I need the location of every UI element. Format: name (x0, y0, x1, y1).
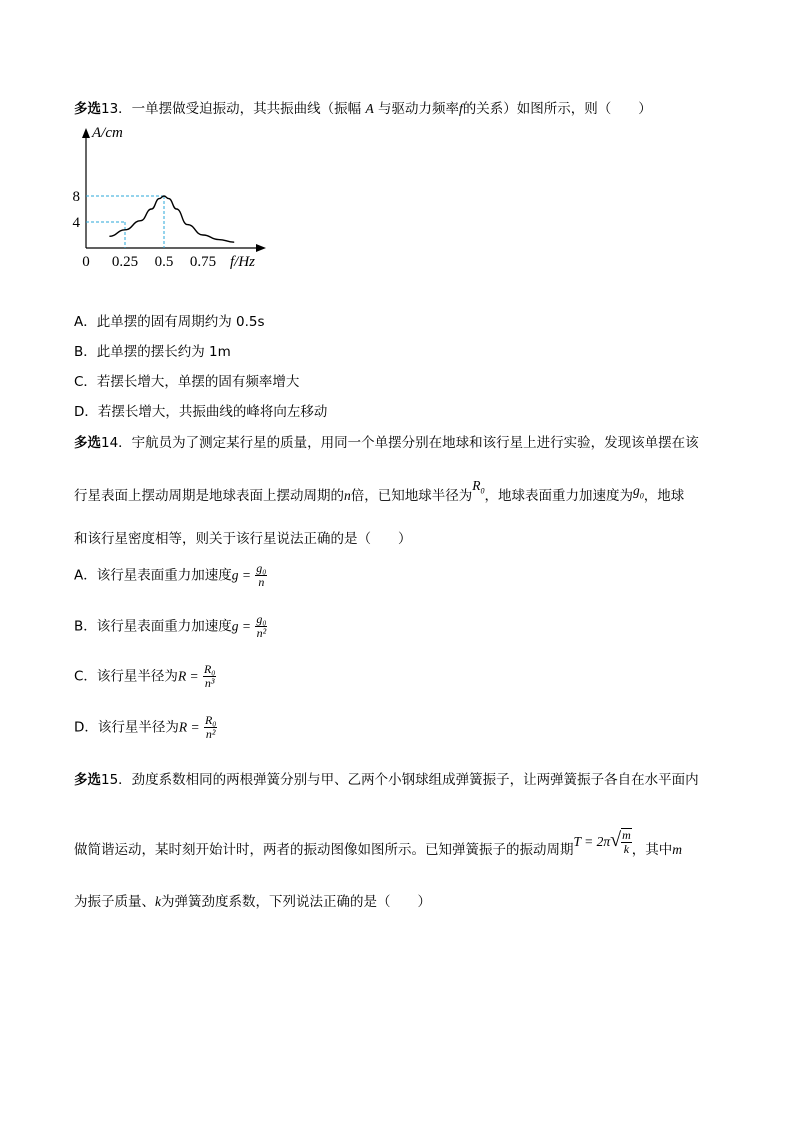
fraction: $\frac{\text{R₀}}{\text{n²}}$ (204, 713, 217, 741)
x-axis-label: f/Hz (230, 254, 256, 270)
x-tick-label: 0.25 (111, 254, 139, 270)
q15-var-m: m (672, 842, 683, 857)
q14-tag: 多选 (74, 435, 101, 451)
y-axis-label: A/cm (92, 125, 123, 141)
q13-tag: 多选 (74, 101, 101, 117)
q13-text-end: 的关系）如图所示，则（ ） (462, 101, 652, 117)
fraction: $\frac{\text{g₀}}{n}$ (256, 561, 267, 589)
x-tick-label: 0.5 (154, 254, 174, 270)
q14-line2-d: ，地球 (643, 488, 685, 504)
q15-line3-b: 为弹簧劲度系数，下列说法正确的是（ ） (161, 894, 431, 910)
q14-stem-line2 (74, 478, 685, 506)
q14-var-R0: $R_0$ (472, 478, 485, 496)
q15-line1-text: 15．劲度系数相同的两根弹簧分别与甲、乙两个小钢球组成弹簧振子，让两弹簧振子各自在水平面内 (101, 772, 699, 788)
resonance-curve (109, 196, 234, 242)
q15-tag: 多选 (74, 772, 101, 788)
y-tick-label: 8 (72, 189, 80, 205)
q13-stem (74, 97, 652, 117)
q14-line2-b: 倍，已知地球半径为 (350, 488, 473, 504)
q14-stem-line3: 和该行星密度相等，则关于该行星说法正确的是（ ） (74, 531, 412, 547)
q13-option-a: A．此单摆的固有周期约为 0.5s (74, 314, 265, 330)
q13-option-d: D．若摆长增大，共振曲线的峰将向左移动 (74, 404, 328, 420)
q14-option-d: D．该行星半径为R = $\frac{\text{R₀}}{\text{n²}}$ (74, 713, 217, 741)
q13-text: 13．一单摆做受迫振动，其共振曲线（振幅 (101, 101, 362, 117)
q15-line2-b: ，其中 (631, 842, 673, 858)
q15-line2-a: 做简谐运动，某时刻开始计时，两者的振动图像如图所示。已知弹簧振子的振动周期 (74, 842, 574, 858)
resonance-chart (70, 120, 280, 280)
q13-text-mid: 与驱动力频率 (378, 101, 460, 117)
q14-option-a: A．该行星表面重力加速度g = $\frac{\text{g₀}}{n}$ (74, 561, 267, 589)
q15-period-formula: T = 2π√ $\frac{m}{k}$ (573, 828, 631, 856)
q14-option-b: B．该行星表面重力加速度g = $\frac{\text{g₀}}{\text{n²}}$ (74, 612, 267, 640)
q15-stem-line1 (74, 768, 699, 788)
q15-stem-line2 (74, 828, 683, 864)
q13-option-b: B．此单摆的摆长约为 1m (74, 344, 231, 360)
q15-var-k: k (155, 894, 161, 909)
q14-var-g0: $g_0$ (633, 483, 644, 501)
q14-line2-c: ，地球表面重力加速度为 (484, 488, 633, 504)
y-axis-arrow (82, 128, 90, 138)
q14-var-n: n (344, 488, 351, 503)
fraction: $\frac{\text{R₀}}{\text{n³}}$ (203, 662, 216, 690)
q13-option-c: C．若摆长增大，单摆的固有频率增大 (74, 374, 300, 390)
q14-stem-line1 (74, 431, 699, 451)
q14-line1-text: 14．宇航员为了测定某行星的质量，用同一个单摆分别在地球和该行星上进行实验，发现该单摆在该 (101, 435, 699, 451)
q14-line2-a: 行星表面上摆动周期是地球表面上摆动周期的 (74, 488, 344, 504)
x-tick-label: 0.75 (189, 254, 217, 270)
x-axis-arrow (256, 244, 266, 252)
y-tick-label: 4 (72, 215, 80, 231)
q13-var-f: f (459, 101, 463, 116)
q15-line3-a: 为振子质量、 (74, 894, 155, 910)
x-tick-label: 0 (82, 254, 90, 270)
q15-stem-line3 (74, 890, 431, 910)
fraction: $\frac{\text{g₀}}{\text{n²}}$ (256, 612, 267, 640)
q14-option-c: C．该行星半径为R = $\frac{\text{R₀}}{\text{n³}}$ (74, 662, 216, 690)
q13-var-A: A (365, 101, 374, 116)
